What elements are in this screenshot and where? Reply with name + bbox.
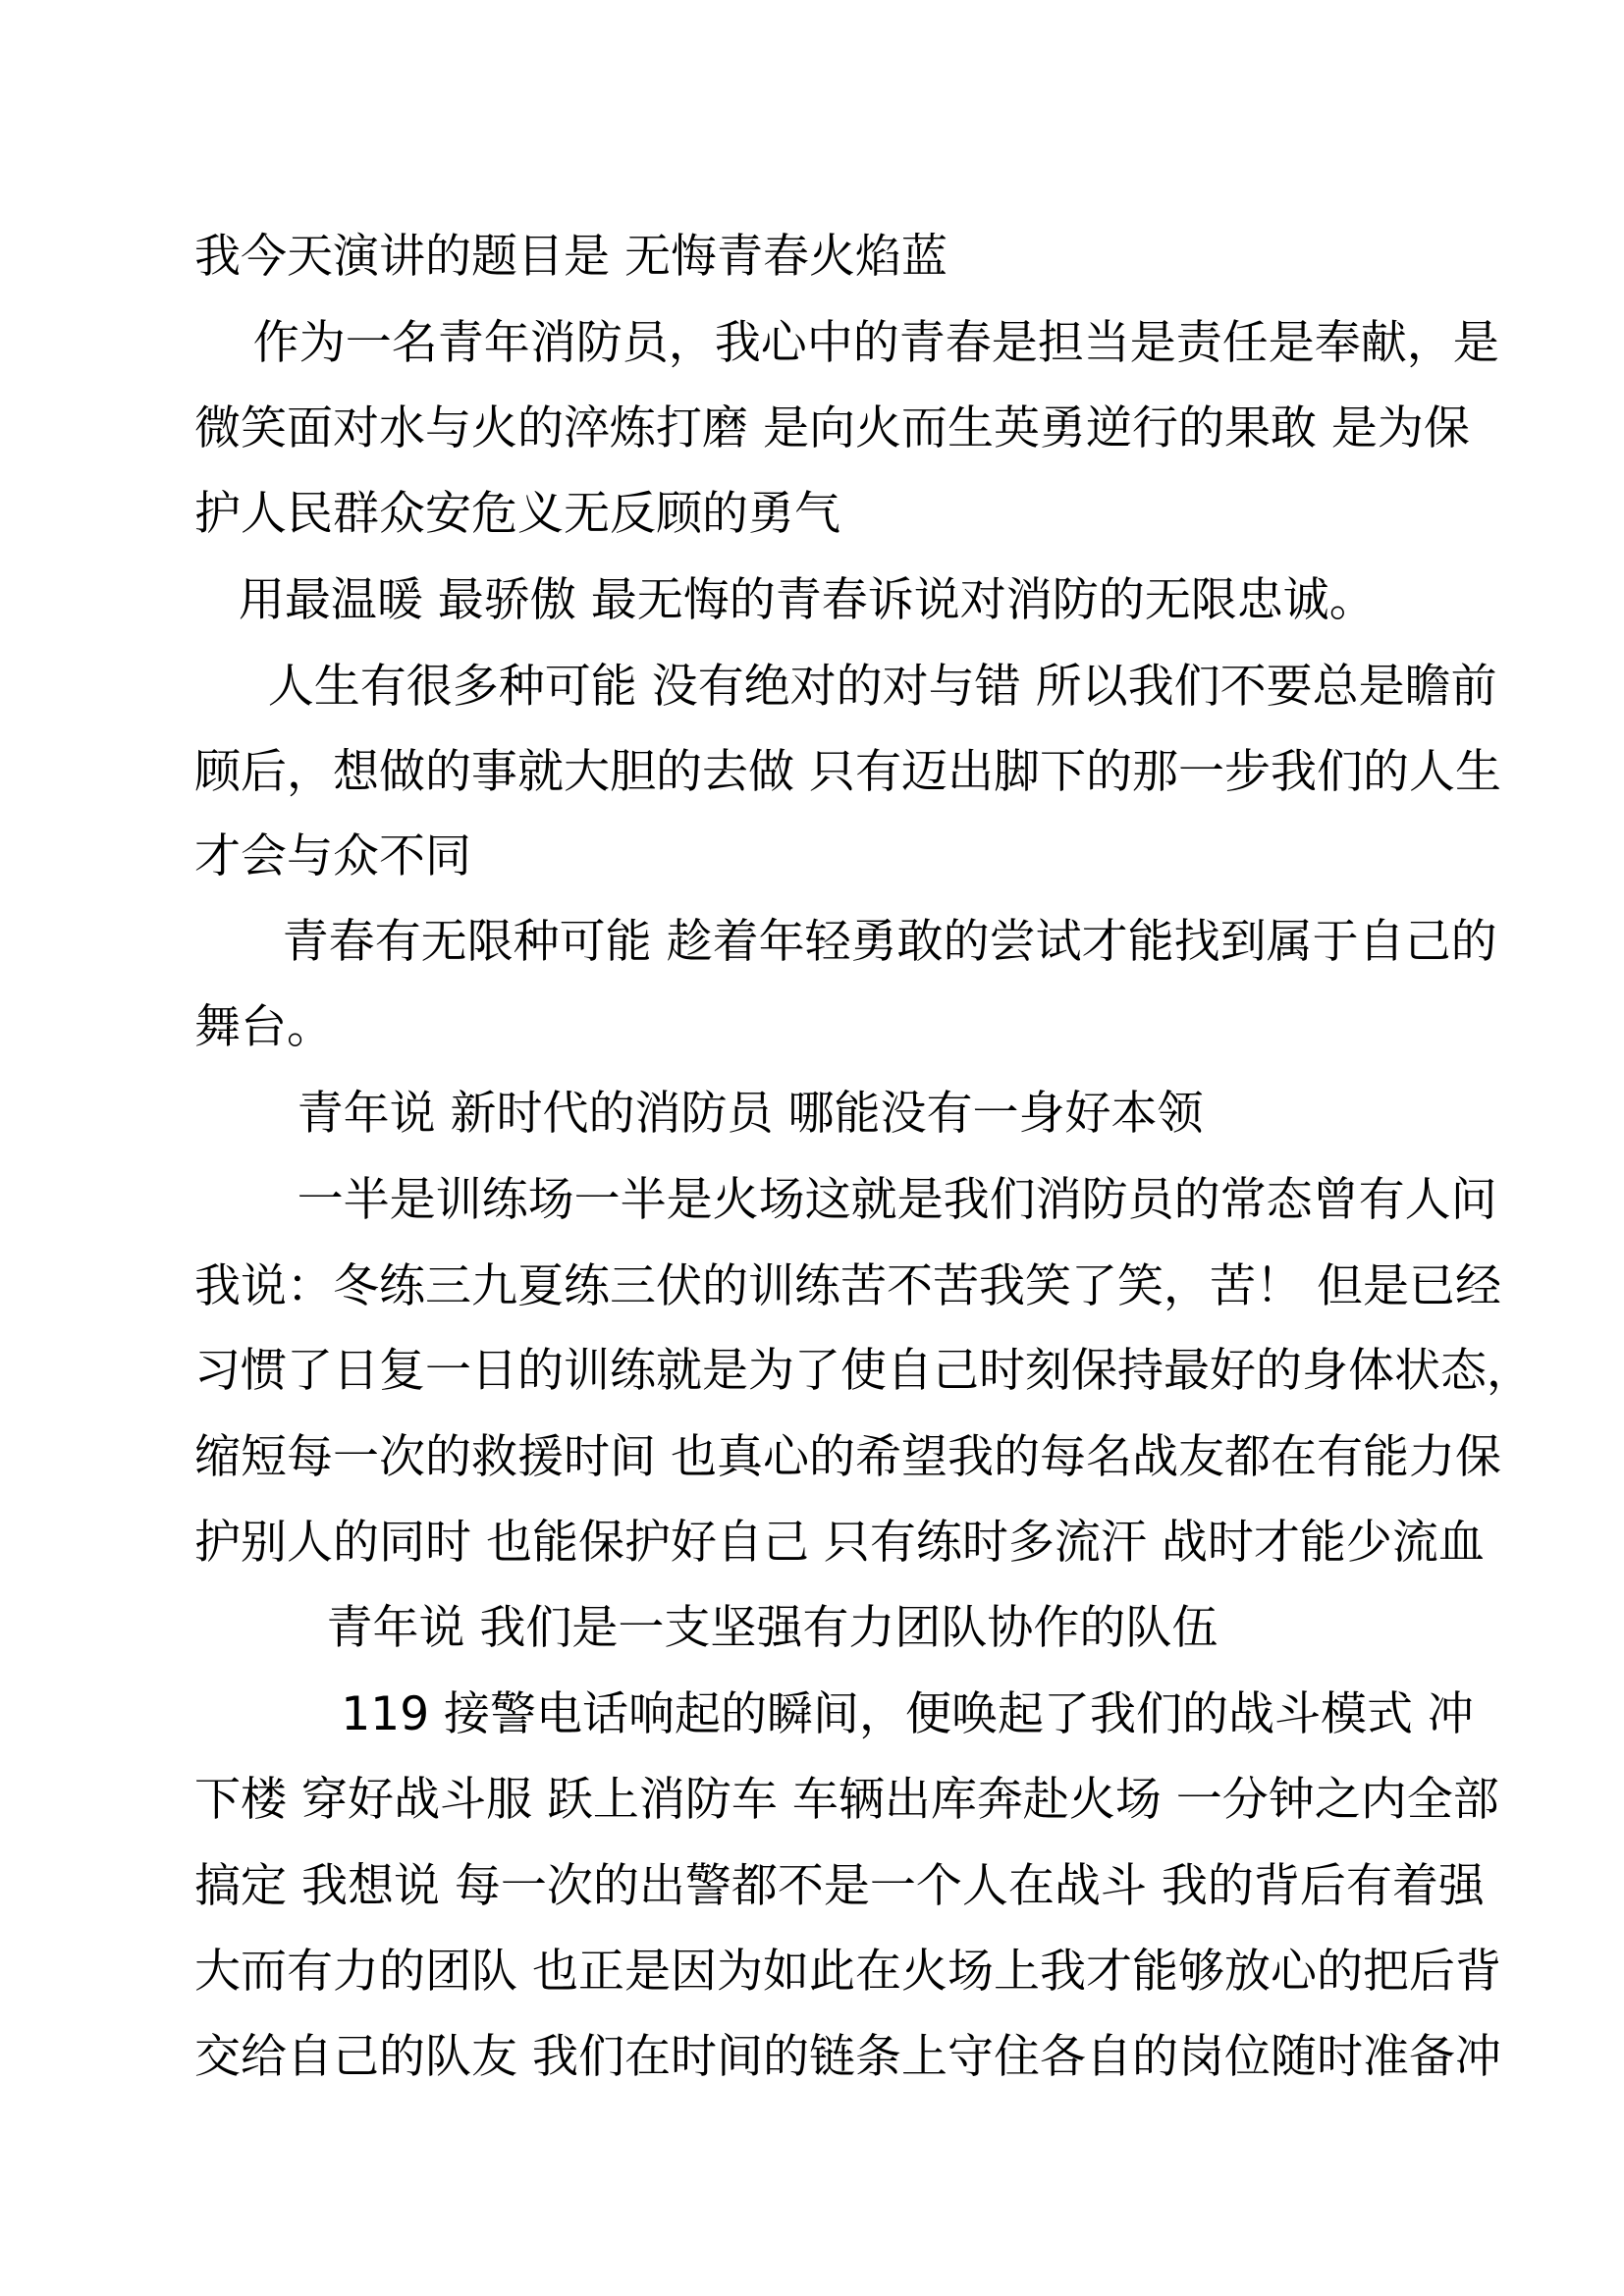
text-line-3: 微笑面对水与火的淬炼打磨 是向火而生英勇逆行的果敢 是为保 (194, 401, 1470, 455)
text-line-20: 搞定 我想说 每一次的出警都不是一个人在战斗 我的背后有着强 (194, 1859, 1485, 1913)
text-line-6: 人生有很多种可能 没有绝对的对与错 所以我们不要总是瞻前 (194, 660, 1497, 714)
text-line-10: 舞台。 (194, 1000, 333, 1054)
text-line-11: 青年说 新时代的消防员 哪能没有一身好本领 (194, 1087, 1204, 1141)
text-line-12: 一半是训练场一半是火场这就是我们消防员的常态曾有人问 (194, 1173, 1497, 1227)
text-line-21: 大而有力的团队 也正是因为如此在火场上我才能够放心的把后背 (194, 1945, 1501, 1999)
text-line-14: 习惯了日复一日的训练就是为了使自己时刻保持最好的身体状态， (194, 1344, 1533, 1398)
text-line-5: 用最温暖 最骄傲 最无悔的青春诉说对消防的无限忠诚。 (194, 573, 1376, 627)
text-line-8: 才会与众不同 (194, 829, 471, 883)
text-line-9: 青春有无限种可能 趁着年轻勇敢的尝试才能找到属于自己的 (194, 915, 1497, 969)
text-line-18: 119 接警电话响起的瞬间，便唤起了我们的战斗模式 冲 (194, 1687, 1474, 1741)
text-line-19: 下楼 穿好战斗服 跃上消防车 车辆出库奔赴火场 一分钟之内全部 (194, 1773, 1499, 1827)
text-line-15: 缩短每一次的救援时间 也真心的希望我的每名战友都在有能力保 (194, 1430, 1501, 1484)
text-line-2: 作为一名青年消防员，我心中的青春是担当是责任是奉献，是 (194, 316, 1499, 370)
text-line-16: 护别人的同时 也能保护好自己 只有练时多流汗 战时才能少流血 (194, 1516, 1485, 1570)
text-line-1: 我今天演讲的题目是 无悔青春火焰蓝 (194, 230, 947, 284)
text-line-4: 护人民群众安危义无反顾的勇气 (194, 487, 840, 541)
text-line-13: 我说：冬练三九夏练三伏的训练苦不苦我笑了笑，苦！ 但是已经 (194, 1259, 1501, 1313)
text-line-7: 顾后，想做的事就大胆的去做 只有迈出脚下的那一步我们的人生 (194, 745, 1501, 799)
text-line-17: 青年说 我们是一支坚强有力团队协作的队伍 (194, 1601, 1218, 1655)
text-line-22: 交给自己的队友 我们在时间的链条上守住各自的岗位随时准备冲 (194, 2030, 1501, 2084)
